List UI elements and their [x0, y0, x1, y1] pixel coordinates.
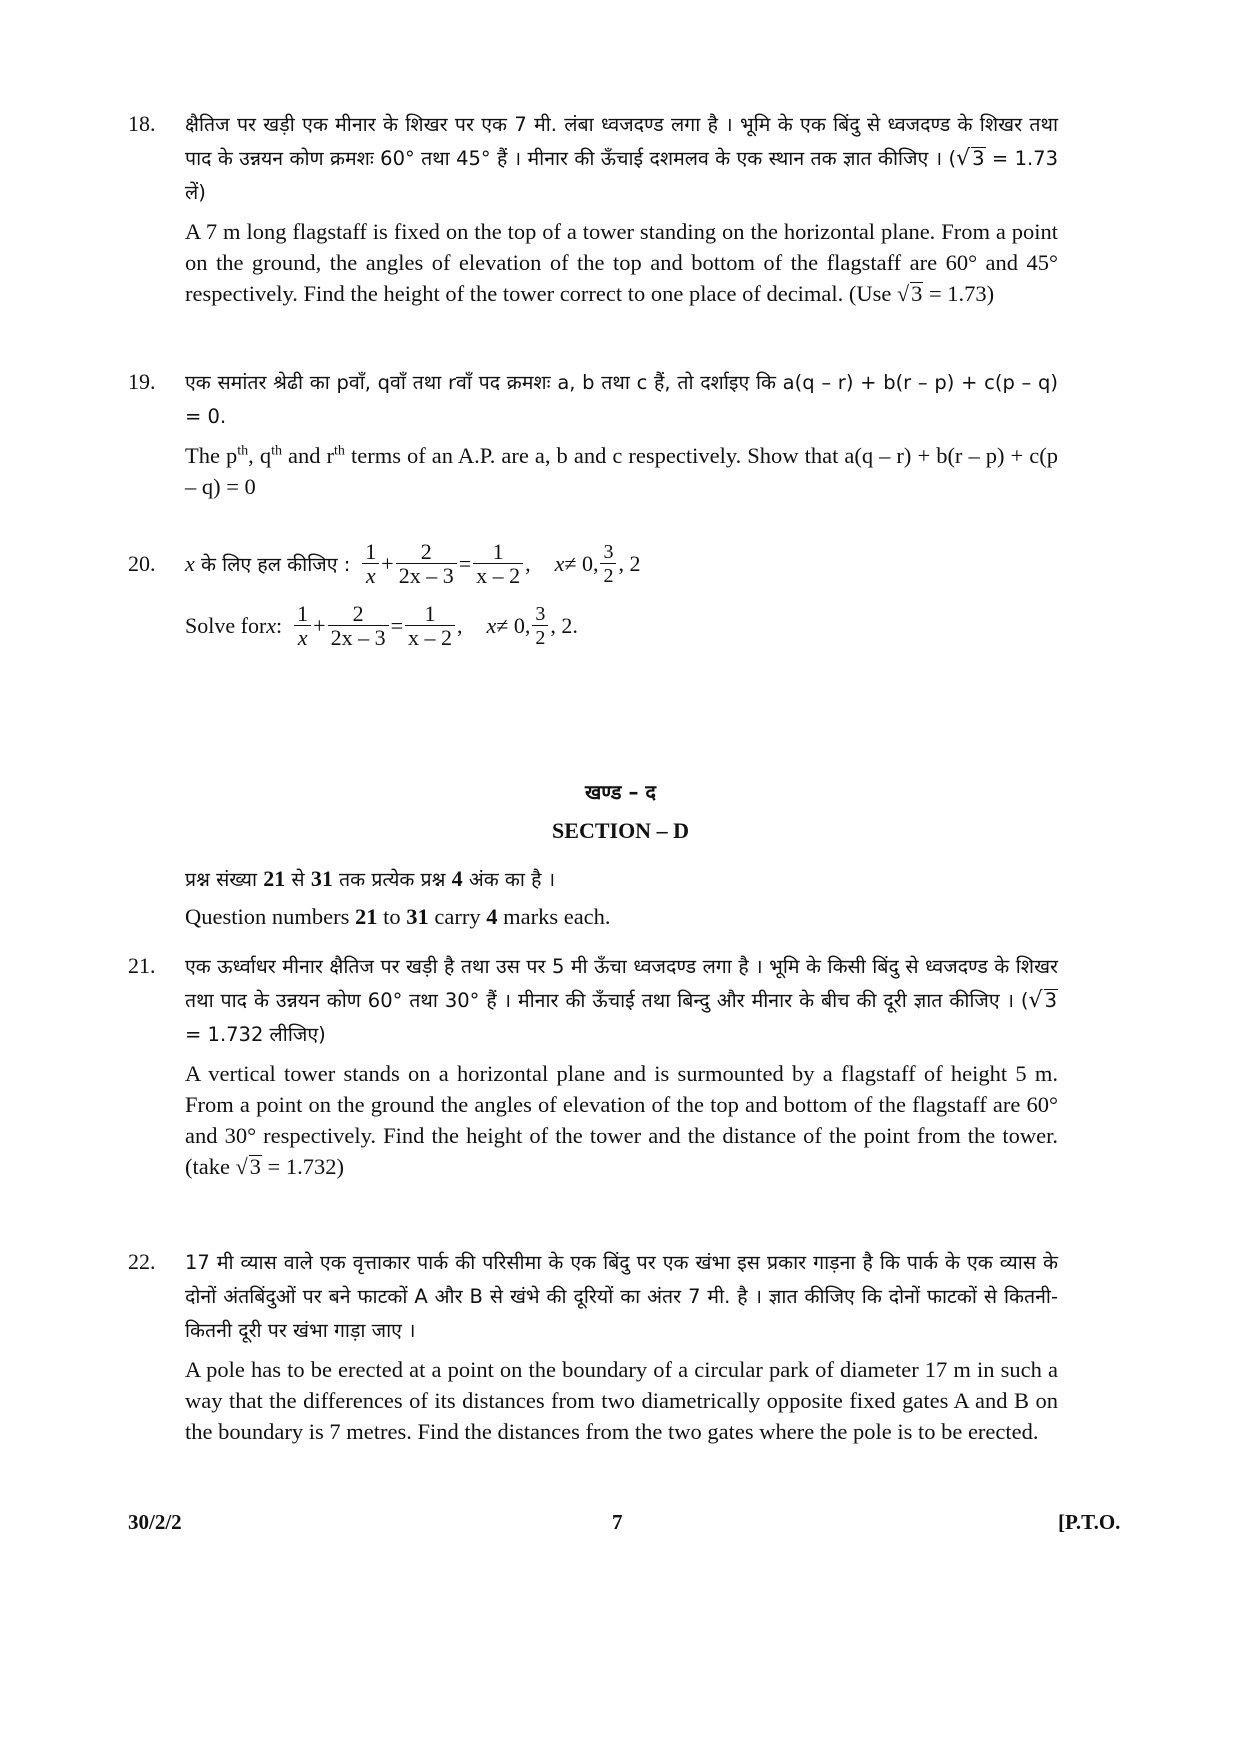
question-text-hindi: एक समांतर श्रेढी का pवाँ, qवाँ तथा rवाँ पद क्रमशः a, b तथा c हैं, तो दर्शाइए कि a(q – r) + b(r – p) + c(p – q) = 0.	[185, 371, 1059, 428]
page-number: 7	[612, 1510, 623, 1534]
equation-hindi: x के लिए हल कीजिए : $\frac{1}{x}$ + $\frac{2}{2x - 3}$ = $\frac{1}{x - 2}$ , x ≠ 0, $\frac{3}{2}$ , 2	[185, 538, 641, 588]
question-text-english: A pole has to be erected at a point on the boundary of a circular park of diameter 17 m in such a way that the differences of its distances from two diametrically opposite fixed gates A and B on the boundary is 7 metres. Find the distances from the two gates where the pole is to be erected.	[185, 1357, 1058, 1444]
question-text-english: The $p^{th}$, $q^{th}$ and $r^{th}$ terms of an A.P. are a, b and c respectively. Show that a(q – r) + b(r – p) + c(p – q) = 0	[185, 443, 1058, 499]
pto-label: [P.T.O.	[1058, 1510, 1121, 1534]
question-text-english: A 7 m long flagstaff is fixed on the top of a tower standing on the horizontal plane. From a point on the ground, the angles of elevation of the top and bottom of the flagstaff are 60° and 45° respectively. Find the height of the tower correct to one place of decimal. (Use √3 = 1.73)	[185, 219, 1058, 306]
instructions-hindi: प्रश्न संख्या 21 से 31 तक प्रत्येक प्रश्न 4 अंक का है ।	[185, 866, 556, 891]
section-title-english: SECTION – D	[552, 818, 689, 843]
equation-english: Solve for x : $\frac{1}{x}$ + $\frac{2}{2x - 3}$ = $\frac{1}{x - 2}$ , x ≠ 0, $\frac{3}{2}$ , 2.	[185, 600, 578, 650]
question-text-hindi: क्षैतिज पर खड़ी एक मीनार के शिखर पर एक 7 मी. लंबा ध्वजदण्ड लगा है । भूमि के एक बिंदु से ध्वजदण्ड के शिखर तथा पाद के उन्नयन कोण क्रमशः 60° तथा 45° हैं । मीनार की ऊँचाई दशमलव के एक स्थान तक ज्ञात कीजिए । (√ 3 = 1.73 लें)	[185, 113, 1058, 204]
question-number: 22.	[128, 1249, 156, 1274]
question-text-hindi: 17 मी व्यास वाले एक वृत्ताकार पार्क की परिसीमा के एक बिंदु पर एक खंभा इस प्रकार गाड़ना है कि पार्क के एक व्यास के दोनों अंतबिंदुओं पर बने फाटकों A और B से खंभे की दूरियों का अंतर 7 मी. है । ज्ञात कीजिए कि दोनों फाटकों से कितनी-कितनी दूरी पर खंभा गाड़ा जाए ।	[185, 1251, 1058, 1342]
paper-code: 30/2/2	[128, 1510, 182, 1534]
question-number: 20.	[128, 551, 156, 576]
question-text-english: A vertical tower stands on a horizontal plane and is surmounted by a flagstaff of height 5 m. From a point on the ground the angles of elevation of the top and bottom of the flagstaff are 60° and 30° respectively. Find the height of the tower and the distance of the point from the tower. (take √3 = 1.732)	[185, 1061, 1058, 1179]
question-number: 19.	[128, 369, 156, 394]
question-number: 21.	[128, 953, 156, 978]
question-number: 18.	[128, 111, 156, 136]
instructions-english: Question numbers 21 to 31 carry 4 marks each.	[185, 904, 611, 929]
section-title-hindi: खण्ड – द	[584, 780, 657, 804]
question-text-hindi: एक ऊर्ध्वाधर मीनार क्षैतिज पर खड़ी है तथा उस पर 5 मी ऊँचा ध्वजदण्ड लगा है । भूमि के किसी बिंदु से ध्वजदण्ड के शिखर तथा पाद के उन्नयन कोण 60° तथा 30° हैं । मीनार की ऊँचाई तथा बिन्दु और मीनार के बीच की दूरी ज्ञात कीजिए । (√ 3 = 1.732 लीजिए)	[185, 955, 1058, 1046]
